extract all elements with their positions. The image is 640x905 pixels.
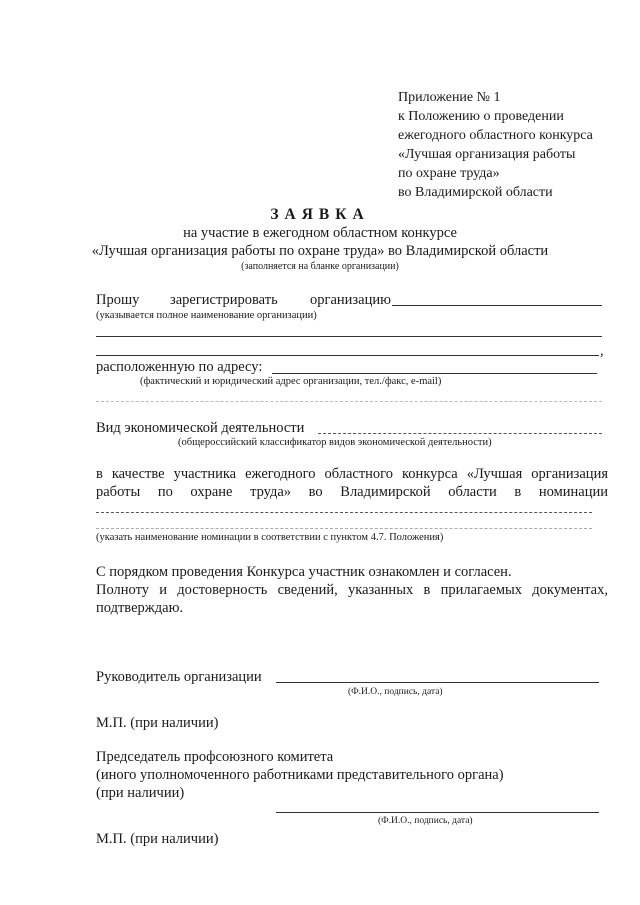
- annex-line: Приложение № 1: [398, 90, 501, 105]
- organization-name-line-2[interactable]: [96, 336, 602, 337]
- head-signature-line[interactable]: [276, 682, 599, 683]
- head-signature-hint: (Ф.И.О., подпись, дата): [348, 687, 443, 697]
- subtitle-line-1: на участие в ежегодном областном конкурсе: [183, 225, 457, 241]
- organization-comma: ,: [600, 343, 604, 359]
- union-signature-line-1: Председатель профсоюзного комитета: [96, 749, 334, 765]
- address-line[interactable]: [272, 373, 597, 374]
- head-signature-label: Руководитель организации: [96, 669, 262, 685]
- annex-line: ежегодного областного конкурса: [398, 128, 593, 143]
- address-label: расположенную по адресу:: [96, 359, 263, 375]
- request-word-3: организацию: [310, 292, 391, 308]
- organization-name-line[interactable]: [392, 305, 602, 306]
- annex-line: по охране труда»: [398, 166, 500, 181]
- form-note: (заполняется на бланке организации): [241, 261, 399, 272]
- union-signature-line-3: (при наличии): [96, 785, 185, 801]
- subtitle-line-2: «Лучшая организация работы по охране труда» во Владимирской области: [91, 243, 549, 259]
- nomination-line-2: работы по охране труда» во Владимирской области в номинации: [96, 484, 608, 500]
- statement-line-1: С порядком проведения Конкурса участник ознакомлен и согласен.: [96, 564, 512, 580]
- activity-line[interactable]: [318, 433, 602, 434]
- activity-hint: (общероссийский классификатор видов экономической деятельности): [178, 437, 492, 448]
- annex-line: во Владимирской области: [398, 185, 553, 200]
- annex-line: «Лучшая организация работы: [398, 147, 576, 162]
- head-stamp-label: М.П. (при наличии): [96, 715, 219, 731]
- activity-label: Вид экономической деятельности: [96, 420, 305, 436]
- union-signature-hint: (Ф.И.О., подпись, дата): [378, 816, 473, 826]
- nomination-line-1: в качестве участника ежегодного областного конкурса «Лучшая организация: [96, 466, 608, 482]
- statement-line-3: подтверждаю.: [96, 600, 184, 616]
- organization-hint: (указывается полное наименование организации): [96, 310, 317, 321]
- organization-name-line-3[interactable]: [96, 355, 599, 356]
- union-signature-line-2: (иного уполномоченного работниками представительного органа): [96, 767, 504, 783]
- nomination-field-line[interactable]: [96, 512, 592, 513]
- statement-line-2: Полноту и достоверность сведений, указанных в прилагаемых документах,: [96, 582, 608, 598]
- address-hint: (фактический и юридический адрес организации, тел./факс, e-mail): [140, 376, 442, 387]
- document-title: ЗАЯВКА: [270, 206, 370, 223]
- address-line-2[interactable]: [96, 401, 602, 402]
- annex-block: [398, 88, 593, 202]
- request-word-1: Прошу: [96, 292, 140, 308]
- union-stamp-label: М.П. (при наличии): [96, 831, 219, 847]
- nomination-hint: (указать наименование номинации в соответствии с пунктом 4.7. Положения): [96, 532, 444, 543]
- nomination-field-line-2[interactable]: [96, 528, 592, 529]
- annex-line: к Положению о проведении: [398, 109, 564, 124]
- request-word-2: зарегистрировать: [170, 292, 278, 308]
- union-signature-line[interactable]: [276, 812, 599, 813]
